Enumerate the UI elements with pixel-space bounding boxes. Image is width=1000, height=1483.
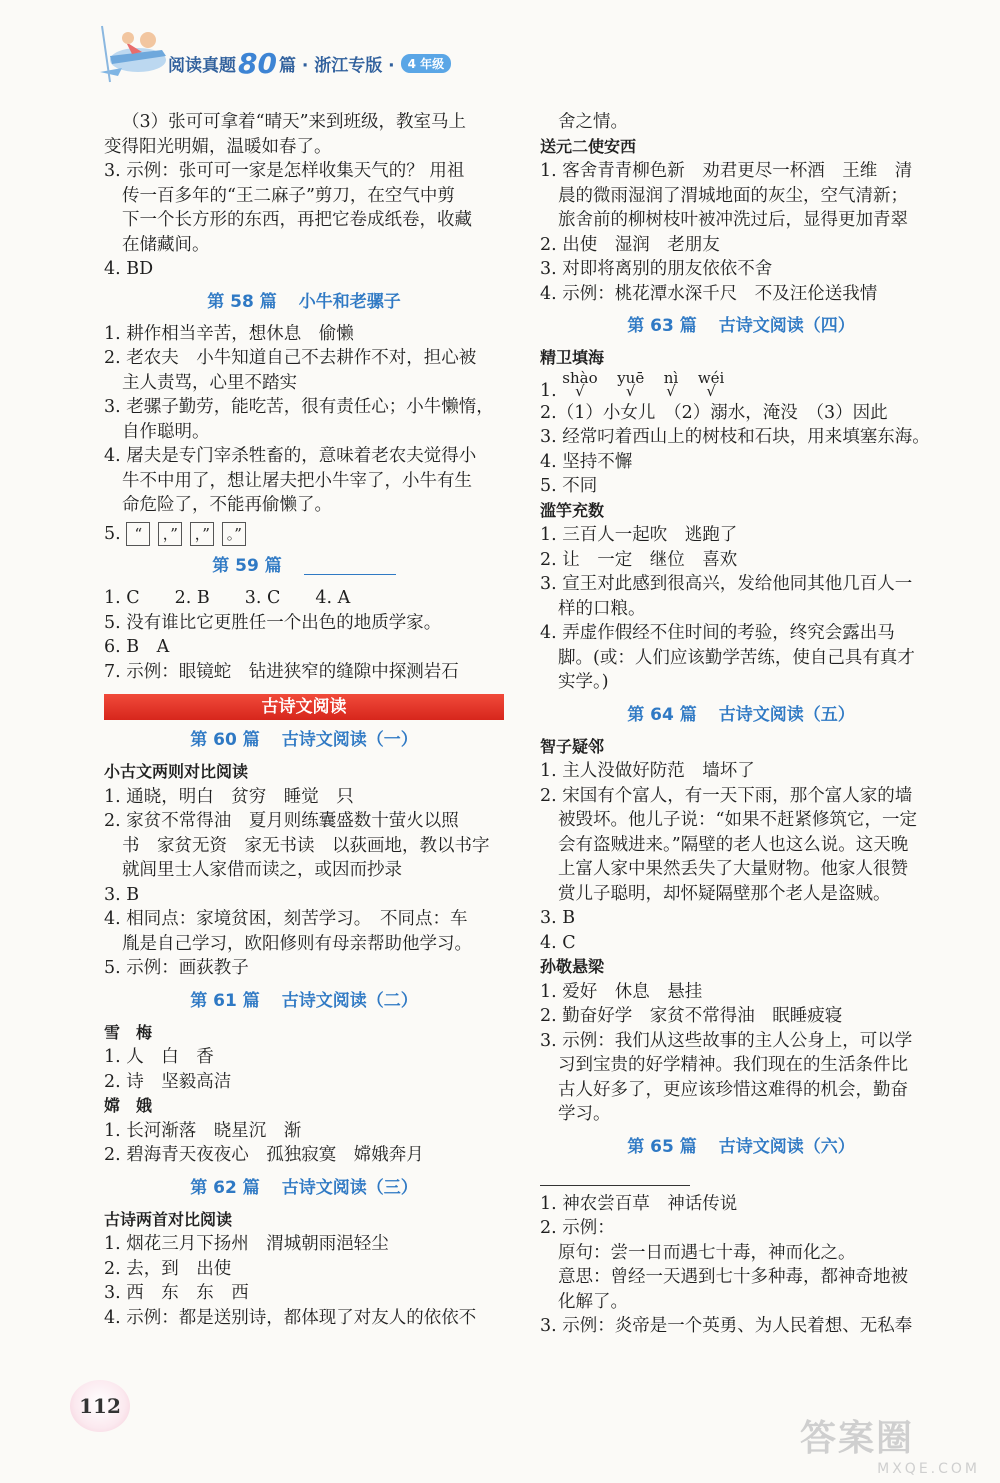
left-column <box>104 110 504 1330</box>
pinyin-answer: 1. shào √ yuē √ nì √ wéi √ <box>540 368 725 401</box>
answer-line: 习到宝贵的好学精神。我们现在的生活条件比 <box>558 1055 908 1075</box>
subheading: 精卫填海 <box>540 348 605 367</box>
answer-line: 4. 相同点：家境贫困，刻苦学习。 不同点：车 <box>104 909 468 929</box>
header-title-a: 阅读真题 <box>168 55 236 76</box>
answer-line: 下一个长方形的东西，再把它卷成纸卷，收藏 <box>122 210 472 230</box>
answer-line: 1. 耕作相当辛苦，想休息 偷懒 <box>104 323 354 344</box>
answer-line: 变得阳光明媚，温暖如春了。 <box>104 136 332 157</box>
punctuation-box: ，” <box>158 522 182 546</box>
answer-line: 学习。 <box>558 1104 611 1124</box>
section-heading-65: 第 65 篇 古诗文阅读（六） <box>627 1136 855 1157</box>
subheading: 滥竽充数 <box>540 500 605 520</box>
subheading: 送元二使安西 <box>540 136 637 156</box>
watermark-main: 答案圈 <box>800 1418 915 1459</box>
pinyin-item: nì √ <box>663 368 679 400</box>
answer-line: 2. 家贫不常得油 夏月则练囊盛数十萤火以照 <box>104 811 459 831</box>
answer-line: 胤是自己学习，欧阳修则有母亲帮助他学习。 <box>122 933 472 954</box>
answer-line: 实学。) <box>558 672 609 692</box>
check-mark-icon: √ <box>666 381 676 400</box>
section-heading-60: 第 60 篇 古诗文阅读（一） <box>190 730 418 750</box>
section-heading-59: 第 59 篇 <box>104 552 504 580</box>
answer-line: 1. 客舍青青柳色新 劝君更尽一杯酒 王维 清 <box>540 161 913 181</box>
section-heading-63: 第 63 篇 古诗文阅读（四） <box>627 316 855 336</box>
header-title-number: 80 <box>238 46 277 80</box>
answer-line: 3. 示例：张可可一家是怎样收集天气的？ 用祖 <box>104 161 465 181</box>
answer-line: 4. BD <box>104 259 154 279</box>
category-banner: 古诗文阅读 <box>104 694 504 720</box>
answer-line: 1. 三百人一起吹 逃跑了 <box>540 525 738 545</box>
answer-line: 4. 示例：都是送别诗，都体现了对友人的依依不 <box>104 1307 477 1328</box>
answer-line: 3. B <box>540 908 576 928</box>
answer-line: 1. 通晓，明白 贫穷 睡觉 只 <box>104 786 354 807</box>
answer-line: 2. 老农夫 小牛知道自己不去耕作不对，担心被 <box>104 348 477 368</box>
page-number: 112 <box>70 1380 130 1432</box>
pinyin-item: wéi √ <box>697 368 725 400</box>
answer-line: 晨的微雨湿润了渭城地面的灰尘，空气清新； <box>558 185 908 206</box>
answer-line: 3. 西 东 东 西 <box>104 1283 249 1303</box>
answer-line: 2. 宋国有个富人，有一天下雨，那个富人家的墙 <box>540 785 913 806</box>
pinyin-item: shào √ <box>562 368 598 400</box>
answer-line: 旅舍前的柳树枝叶被冲洗过后，显得更加青翠 <box>558 210 908 230</box>
answer-line: 3. 经常叼着西山上的树枝和石块，用来填塞东海。 <box>540 427 930 447</box>
punctuation-box: “ <box>126 522 150 546</box>
check-mark-icon: √ <box>575 381 585 400</box>
answer-line: 3. B <box>104 884 140 905</box>
answer-line: 命危险了，不能再偷懒了。 <box>122 495 332 515</box>
answer-line: 会有盗贼进来。”隔壁的老人也这么说。这天晚 <box>558 834 909 855</box>
answer-line: 7. 示例：眼镜蛇 钻进狭窄的缝隙中探测岩石 <box>104 661 459 682</box>
subheading: 孙敬悬梁 <box>540 957 605 976</box>
answer-line: 2. 去，到 出使 <box>104 1258 232 1279</box>
answer-line: 4. 示例：桃花潭水深千尺 不及汪伦送我情 <box>540 283 878 304</box>
answer-line: 2. 出使 湿润 老朋友 <box>540 234 720 255</box>
watermark-url: MXQE.COM <box>877 1461 980 1477</box>
answer-line: 1. C 2. B 3. C 4. A <box>104 588 351 608</box>
answer-line: 2. 碧海青天夜夜心 孤独寂寞 嫦娥奔月 <box>104 1145 424 1165</box>
subheading: 嫦 娥 <box>104 1096 153 1115</box>
answer-line: （3）张可可拿着“晴天”来到班级，教室马上 <box>122 112 467 132</box>
answer-line: 传一百多年的“王二麻子”剪刀，在空气中剪 <box>122 185 455 206</box>
watermark <box>800 1410 980 1477</box>
punctuation-boxes <box>126 522 246 546</box>
pinyin-item: yuē √ <box>617 368 645 400</box>
title-blank <box>540 1167 690 1186</box>
answer-line: 3. 宣王对此感到很高兴，发给他同其他几百人一 <box>540 574 913 594</box>
answer-line: 主人责骂，心里不踏实 <box>122 372 297 393</box>
answer-line: 4. 弄虚作假经不住时间的考验，终究会露出马 <box>540 623 895 643</box>
answer-line: 意思：曾经一天遇到七十多种毒，都神奇地被 <box>558 1267 908 1287</box>
section-heading-61: 第 61 篇 古诗文阅读（二） <box>190 990 418 1011</box>
title-blank <box>304 558 396 575</box>
punctuation-box: ，” <box>190 522 214 546</box>
answer-line: 4. 坚持不懈 <box>540 451 633 472</box>
answer-line: 1. 长河渐落 晓星沉 渐 <box>104 1120 302 1141</box>
answer-line: 5. 没有谁比它更胜任一个出色的地质学家。 <box>104 612 442 633</box>
answer-line: 脚。(或：人们应该勤学苦练，使自己具有真才 <box>558 647 915 668</box>
answer-line: 1. 烟花三月下扬州 渭城朝雨浥轻尘 <box>104 1234 389 1254</box>
answer-line: 4. C <box>540 932 576 953</box>
answer-line: 6. B A <box>104 637 170 657</box>
punctuation-box: 。” <box>222 522 246 546</box>
grade-badge: 4 年级 <box>401 54 452 73</box>
answer-line: 赏儿子聪明，却怀疑隔壁那个老人是盗贼。 <box>558 883 891 904</box>
header-title-b: 篇 · 浙江专版 · <box>278 55 395 76</box>
answer-line: 2.（1）小女儿 （2）溺水，淹没 （3）因此 <box>540 402 888 423</box>
answer-line: 3. 示例：炎帝是一个英勇、为人民着想、无私奉 <box>540 1316 913 1336</box>
answer-line: 2. 示例： <box>540 1218 615 1238</box>
check-mark-icon: √ <box>625 381 636 400</box>
answer-line: 原句：尝一日而遇七十毒，神而化之。 <box>558 1242 856 1263</box>
page-header <box>0 0 1000 90</box>
answer-line: 在储藏间。 <box>122 234 210 255</box>
answer-line: 1. 主人没做好防范 墙坏了 <box>540 761 755 781</box>
section-heading-58: 第 58 篇 小牛和老骡子 <box>207 291 401 312</box>
answer-line: 5. 不同 <box>540 476 598 496</box>
answer-line: 上富人家中果然丢失了大量财物。他家人很赞 <box>558 859 908 879</box>
answer-line: 2. 让 一定 继位 喜欢 <box>540 549 738 570</box>
answer-line: 化解了。 <box>558 1291 628 1312</box>
right-column <box>540 110 942 1339</box>
answer-line: 4. 屠夫是专门宰杀牲畜的，意味着老农夫觉得小 <box>104 446 477 466</box>
header-title <box>168 48 451 78</box>
answer-line: 样的口粮。 <box>558 598 646 619</box>
answer-line: 被毁坏。他儿子说：“如果不赶紧修筑它，一定 <box>558 810 917 830</box>
answer-line: 1. 神农尝百草 神话传说 <box>540 1193 738 1214</box>
answer-line: 2. 勤奋好学 家贫不常得油 眠睡疲寝 <box>540 1006 843 1026</box>
answer-line: 1. 爱好 休息 悬挂 <box>540 981 703 1002</box>
answer-line: 2. 诗 坚毅高洁 <box>104 1071 232 1092</box>
answer-line: 舍之情。 <box>558 112 628 132</box>
subheading: 智子疑邻 <box>540 736 605 756</box>
section-heading-62: 第 62 篇 古诗文阅读（三） <box>190 1177 418 1198</box>
subheading: 古诗两首对比阅读 <box>104 1209 233 1229</box>
answer-line: 牛不中用了，想让屠夫把小牛宰了，小牛有生 <box>122 470 472 491</box>
answer-line: 书 家贫无资 家无书读 以荻画地，教以书字 <box>122 835 490 856</box>
answer-line: 古人好多了，更应该珍惜这难得的机会，勤奋 <box>558 1079 908 1100</box>
answer-line: 就闾里士人家借而读之，或因而抄录 <box>122 860 402 880</box>
punctuation-answer: 5. “ ，” ，” 。” <box>104 522 504 547</box>
subheading: 小古文两则对比阅读 <box>104 762 249 781</box>
answer-line: 3. 示例：我们从这些故事的主人公身上，可以学 <box>540 1030 913 1051</box>
airplane-logo-icon <box>92 16 172 86</box>
subheading: 雪 梅 <box>104 1022 153 1042</box>
answer-line: 5. 示例：画荻教子 <box>104 958 249 978</box>
answer-line: 自作聪明。 <box>122 421 210 442</box>
check-mark-icon: √ <box>706 381 716 400</box>
section-heading-64: 第 64 篇 古诗文阅读（五） <box>627 704 855 725</box>
answer-line: 3. 老骡子勤劳，能吃苦，很有责任心；小牛懒惰， <box>104 397 494 417</box>
answer-line: 3. 对即将离别的朋友依依不舍 <box>540 259 773 279</box>
answer-line: 1. 人 白 香 <box>104 1047 214 1067</box>
